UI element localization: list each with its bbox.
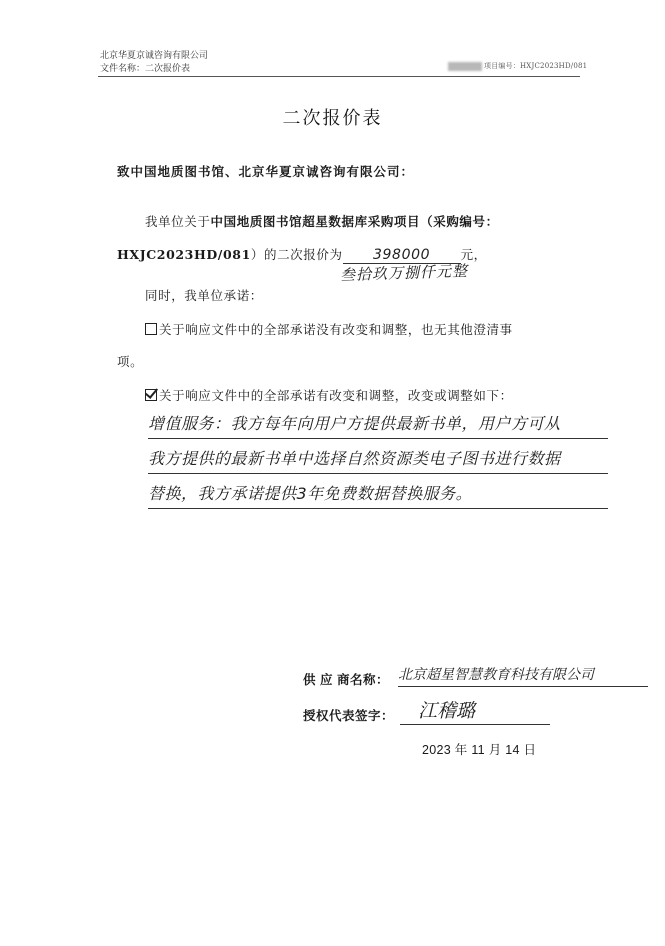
page-title: 二次报价表 xyxy=(282,108,383,129)
line1-prefix: 我单位关于 xyxy=(145,214,211,229)
option1-checkbox[interactable] xyxy=(145,323,157,335)
option2-checkbox[interactable] xyxy=(145,389,157,401)
supplier-label: 供 应 商名称： xyxy=(303,673,389,687)
body-line-1 xyxy=(145,212,499,230)
price-upper-handwritten: 叁拾玖万捌仟元整 xyxy=(339,261,469,285)
change-line-3: 替换，我方承诺提供3年免费数据替换服务。 xyxy=(148,480,608,509)
project-name: 中国地质图书馆超星数据库采购项目（采购编号： xyxy=(210,214,499,229)
line2-mid: ）的二次报价为 xyxy=(250,247,343,262)
option1-row xyxy=(145,320,513,338)
change-details xyxy=(148,410,608,515)
change-line-1: 增值服务：我方每年向用户方提供最新书单，用户方可从 xyxy=(148,410,608,439)
header-rule xyxy=(98,76,580,77)
header-file-name: 文件名称：二次报价表 xyxy=(100,64,191,74)
change-line-2: 我方提供的最新书单中选择自然资源类电子图书进行数据 xyxy=(148,445,608,474)
option1-line2: 项。 xyxy=(117,354,144,369)
project-code: HXJC2023HD/081 xyxy=(117,247,251,262)
option1-text: 关于响应文件中的全部承诺没有改变和调整，也无其他澄清事 xyxy=(159,322,513,337)
price-unit: 元， xyxy=(460,247,487,262)
option2-text: 关于响应文件中的全部承诺有改变和调整，改变或调整如下： xyxy=(159,388,513,403)
option2-row xyxy=(145,386,513,404)
header-company: 北京华夏京诚咨询有限公司 xyxy=(100,51,209,61)
supplier-value-handwritten: 北京超星智慧教育科技有限公司 xyxy=(398,664,648,687)
rep-label: 授权代表签字： xyxy=(303,709,395,723)
header-project-no xyxy=(448,61,587,71)
rep-signature: 江稽璐 xyxy=(400,698,550,725)
commit-intro: 同时，我单位承诺： xyxy=(145,288,263,303)
header-left xyxy=(100,50,208,76)
addressee: 致中国地质图书馆、北京华夏京诚咨询有限公司： xyxy=(117,164,415,179)
price-handwritten: 398000 xyxy=(343,247,461,264)
redaction-blur xyxy=(448,62,482,71)
header-project-no-text: 项目编号：HXJC2023HD/081 xyxy=(484,62,588,70)
date: 2023 年 11 月 14 日 xyxy=(422,743,537,757)
